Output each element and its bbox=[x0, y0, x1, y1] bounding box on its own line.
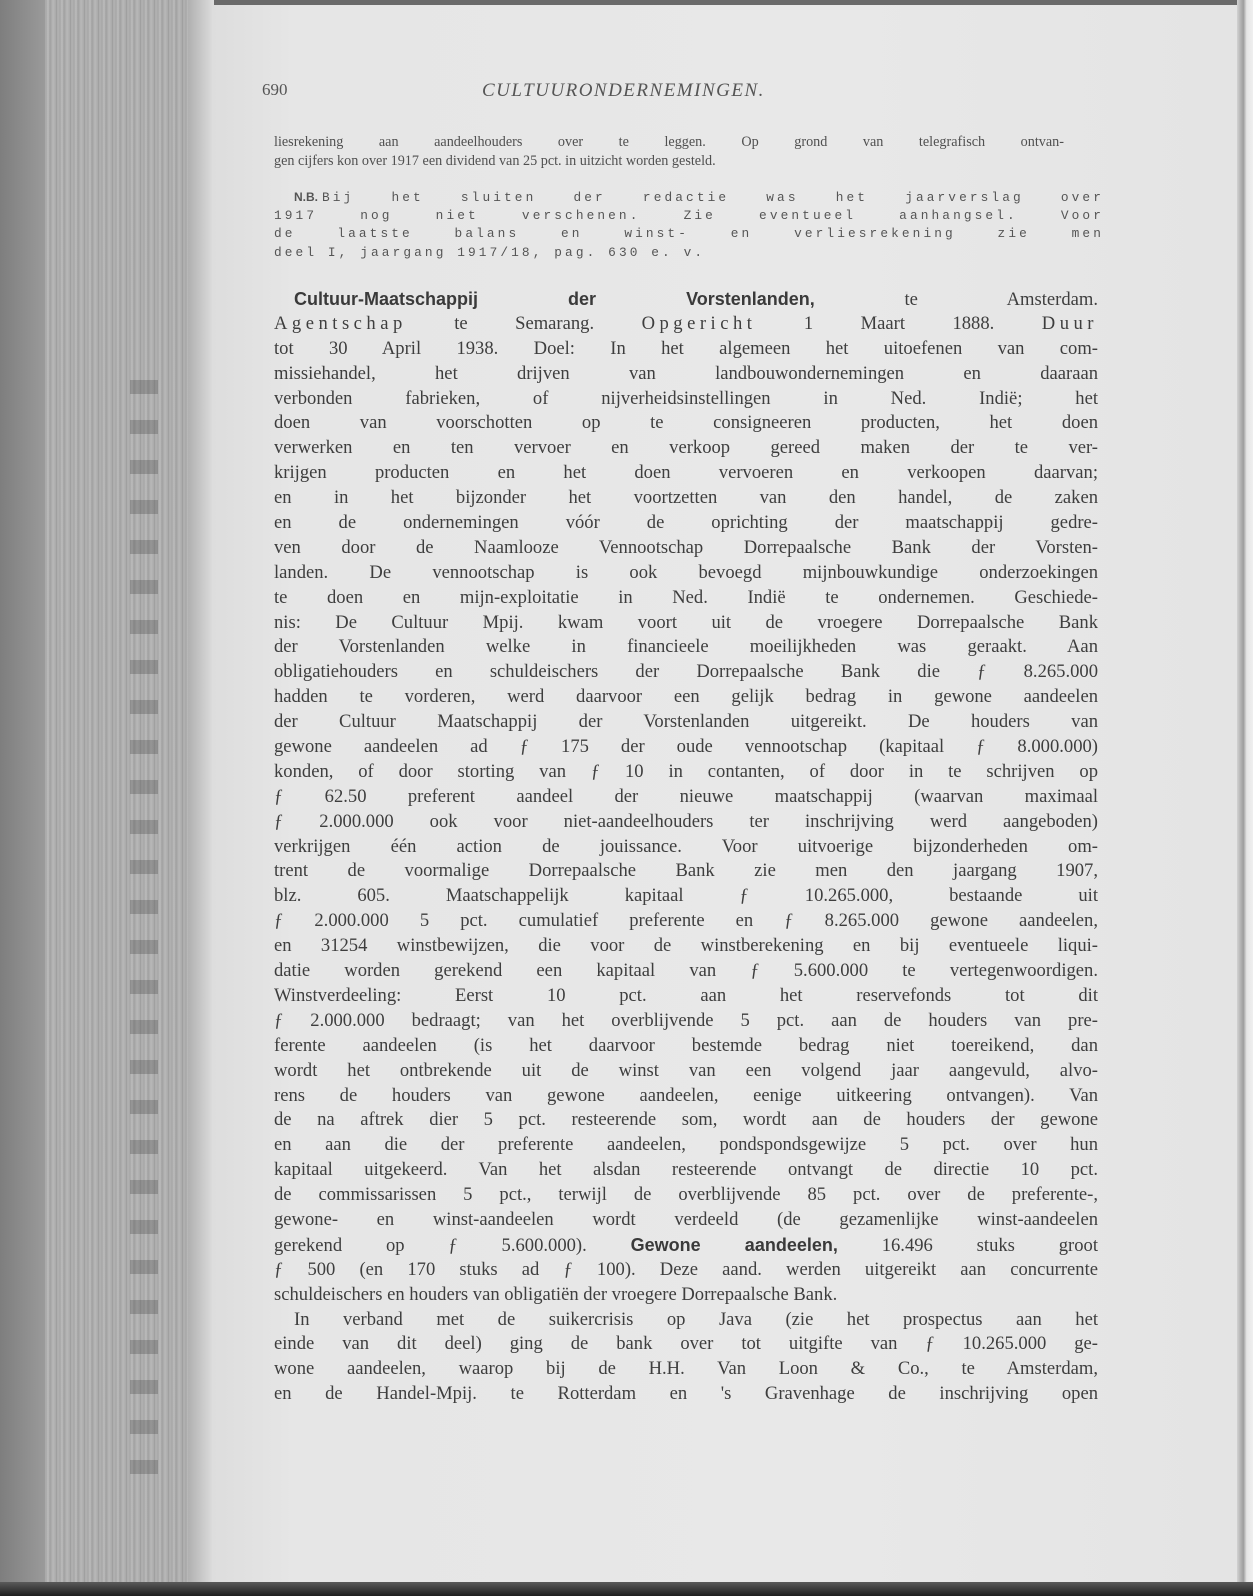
text-line: In verband met de suikercrisis op Java (zie het prospectus aan het bbox=[294, 1308, 1098, 1330]
text-line: hadden te vorderen, werd daarvoor een gelijk bedrag in gewone aandeelen bbox=[274, 686, 1098, 708]
note-label: N.B. bbox=[294, 190, 318, 204]
previous-entry-tail bbox=[274, 133, 1064, 171]
text-line: obligatiehouders en schuldeischers der Dorrepaalsche Bank die ƒ 8.265.000 bbox=[274, 661, 1098, 683]
text-line: schuldeischers en houders van obligatiën der vroegere Dorrepaalsche Bank. bbox=[274, 1283, 838, 1305]
text-line: rens de houders van gewone aandeelen, eenige uitkeering ontvangen). Van bbox=[274, 1084, 1098, 1106]
editorial-note bbox=[274, 188, 1104, 262]
text-line: trent de voormalige Dorrepaalsche Bank zie men den jaargang 1907, bbox=[274, 860, 1098, 882]
text-line: blz. 605. Maatschappelijk kapitaal ƒ 10.265.000, bestaande uit bbox=[274, 885, 1098, 907]
text-line: Winstverdeeling: Eerst 10 pct. aan het reservefonds tot dit bbox=[274, 984, 1098, 1006]
text-line: der Cultuur Maatschappij der Vorstenlanden uitgereikt. De houders van bbox=[274, 711, 1098, 733]
text-line: 1917 nog niet verschenen. Zie eventueel aanhangsel. Voor bbox=[274, 207, 1104, 223]
text-line: ƒ 2.000.000 ook voor niet-aandeelhouders ter inschrijving werd aangeboden) bbox=[274, 810, 1098, 832]
text-line: verkrijgen één action de jouissance. Voor uitvoerige bijzonderheden om- bbox=[274, 835, 1098, 857]
text-line: Agentschap te Semarang. Opgericht 1 Maart 1888. Duur bbox=[274, 312, 1098, 334]
text-line: verwerken en ten vervoer en verkoop gereed maken der te ver- bbox=[274, 437, 1098, 459]
text-line: en 31254 winstbewijzen, die voor de winstberekening en bij eventueele liqui- bbox=[274, 935, 1098, 957]
entry-heading-line bbox=[274, 287, 1098, 312]
text-line: doen van voorschotten op te consigneeren producten, het doen bbox=[274, 412, 1098, 434]
text-line: ƒ 2.000.000 bedraagt; van het overblijvende 5 pct. aan de houders van pre- bbox=[274, 1009, 1098, 1031]
text-line: konden, of door storting van ƒ 10 in contanten, of door in te schrijven op bbox=[274, 760, 1098, 782]
text-line: en de Handel-Mpij. te Rotterdam en 's Gravenhage de inschrijving open bbox=[274, 1383, 1098, 1405]
text-line: en de ondernemingen vóór de oprichting der maatschappij gedre- bbox=[274, 512, 1098, 534]
text-line: gewone aandeelen ad ƒ 175 der oude vennootschap (kapitaal ƒ 8.000.000) bbox=[274, 736, 1098, 758]
text-line: ƒ 62.50 preferent aandeel der nieuwe maatschappij (waarvan maximaal bbox=[274, 785, 1098, 807]
text-line: tot 30 April 1938. Doel: In het algemeen het uitoefenen van com- bbox=[274, 337, 1098, 359]
text-line: gewone- en winst-aandeelen wordt verdeeld (de gezamenlijke winst-aandeelen bbox=[274, 1208, 1098, 1230]
text-line: ferente aandeelen (is het daarvoor bestemde bedrag niet toereikend, dan bbox=[274, 1034, 1098, 1056]
shares-heading: Gewone aandeelen, bbox=[630, 1234, 838, 1255]
text-line: datie worden gerekend een kapitaal van ƒ 5.600.000 te vertegenwoordigen. bbox=[274, 960, 1098, 982]
company-name: Cultuur-Maatschappij der Vorstenlanden, bbox=[294, 289, 815, 309]
text-line: de commissarissen 5 pct., terwijl de overblijvende 85 pct. over de preferente-, bbox=[274, 1184, 1098, 1206]
page-number: 690 bbox=[262, 80, 288, 99]
company-entry bbox=[274, 287, 1098, 1407]
text-line: verbonden fabrieken, of nijverheidsinstellingen in Ned. Indië; het bbox=[274, 387, 1098, 409]
text-line: kapitaal uitgekeerd. Van het alsdan resteerende ontvangt de directie 10 pct. bbox=[274, 1159, 1098, 1181]
company-location: te Amsterdam. bbox=[904, 289, 1098, 310]
text-line: de laatste balans en winst- en verliesrekening zie men bbox=[274, 226, 1104, 241]
text-line: nis: De Cultuur Mpij. kwam voort uit de vroegere Dorrepaalsche Bank bbox=[274, 611, 1098, 633]
text-line: ƒ 2.000.000 5 pct. cumulatief preferente en ƒ 8.265.000 gewone aandeelen, bbox=[274, 910, 1098, 932]
book-right-edge bbox=[1237, 0, 1253, 1596]
running-head-title: CULTUURONDERNEMINGEN. bbox=[482, 80, 765, 101]
text-line: deel I, jaargang 1917/18, pag. 630 e. v. bbox=[274, 244, 706, 260]
running-head bbox=[262, 80, 1112, 106]
text-line: N.B. Bij het sluiten der redactie was het jaarverslag over bbox=[294, 190, 1104, 205]
text-line: en aan die der preferente aandeelen, pondspondsgewijze 5 pct. over hun bbox=[274, 1134, 1098, 1156]
text-line: ƒ 500 (en 170 stuks ad ƒ 100). Deze aand. werden uitgereikt aan concurrente bbox=[274, 1258, 1098, 1280]
gutter-shadow bbox=[188, 0, 214, 1596]
text-line: krijgen producten en het doen vervoeren en verkoopen daarvan; bbox=[274, 462, 1098, 484]
text-line: de na aftrek dier 5 pct. resteerende som, wordt aan de houders der gewone bbox=[274, 1109, 1098, 1131]
text-line: wone aandeelen, waarop bij de H.H. Van Loon & Co., te Amsterdam, bbox=[274, 1358, 1098, 1380]
text-line: wordt het ontbrekende uit de winst van een volgend jaar aangevuld, alvo- bbox=[274, 1059, 1098, 1081]
page bbox=[212, 5, 1237, 1582]
text-line: gen cijfers kon over 1917 een dividend van 25 pct. in uitzicht worden gesteld. bbox=[274, 153, 716, 169]
text-line: ven door de Naamlooze Vennootschap Dorrepaalsche Bank der Vorsten- bbox=[274, 536, 1098, 558]
shares-line: gerekend op ƒ 5.600.000). Gewone aandeelen, 16.496 stuks groot bbox=[274, 1234, 1098, 1256]
text-line: einde van dit deel) ging de bank over tot uitgifte van ƒ 10.265.000 ge- bbox=[274, 1333, 1098, 1355]
book-page-stack bbox=[0, 0, 195, 1596]
text-line: missiehandel, het drijven van landbouwondernemingen en daaraan bbox=[274, 362, 1098, 384]
text-line: der Vorstenlanden welke in financieele moeilijkheden was geraakt. Aan bbox=[274, 636, 1098, 658]
book-bottom-edge bbox=[0, 1582, 1253, 1596]
text-line: te doen en mijn-exploitatie in Ned. Indië te ondernemen. Geschiede- bbox=[274, 586, 1098, 608]
text-line: liesrekening aan aandeelhouders over te leggen. Op grond van telegrafisch ontvan- bbox=[274, 134, 1064, 150]
text-line: landen. De vennootschap is ook bevoegd mijnbouwkundige onderzoekingen bbox=[274, 561, 1098, 583]
text-line: en in het bijzonder het voortzetten van den handel, de zaken bbox=[274, 487, 1098, 509]
